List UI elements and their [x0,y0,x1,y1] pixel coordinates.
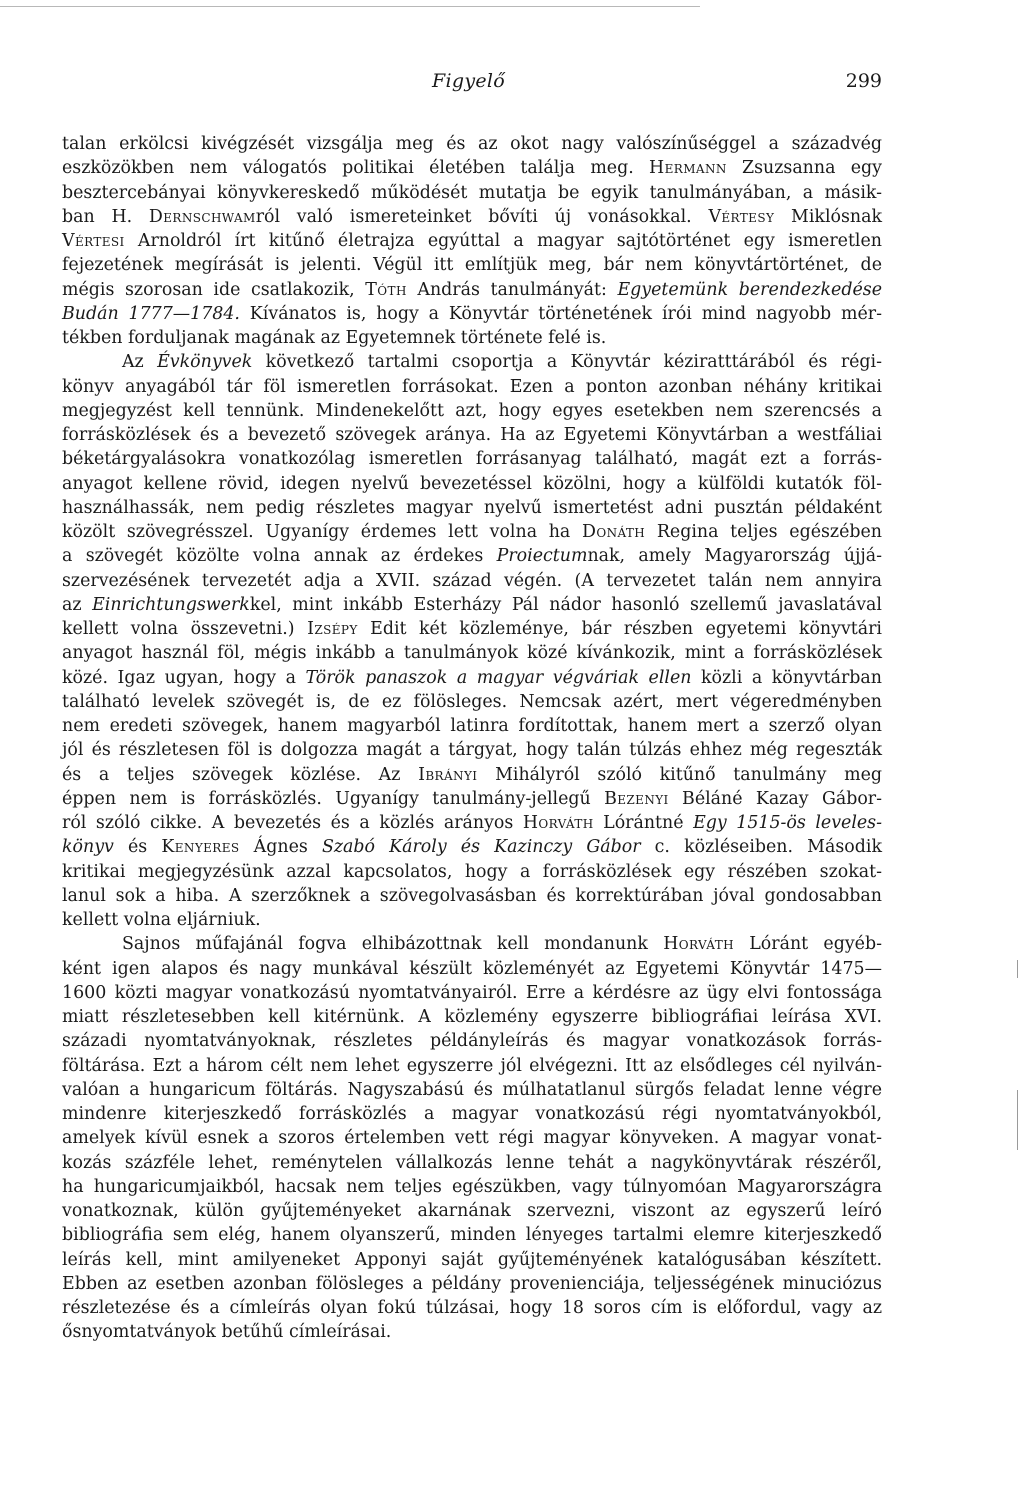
text-line [62,520,882,544]
scan-edge-mark [1017,1090,1018,1150]
text-run: lanul sok a hiba. A szerzőknek a szövegolvasásban és korrektúrában jóval gondosabban [62,885,882,906]
text-line [62,957,882,981]
author-name: Donáth [581,522,646,542]
text-run: eszközökben nem válogatós politikai életében találja meg. [62,158,650,179]
italic-title: Szabó Károly és Kazinczy Gábor [321,837,641,858]
text-line [62,1102,882,1126]
text-line [62,666,882,690]
text-line [62,205,882,229]
text-run: föltárása. Ezt a három célt nem lehet egyszerre jól elvégezni. Itt az elsődleges cél nyilván- [62,1055,882,1076]
text-run: béketárgyalásokra vonatkozólag ismeretlen forrásanyag található, magát ezt a forrás- [62,449,882,470]
text-line [62,229,882,253]
italic-title: Proiectum [496,546,588,567]
text-line [62,350,882,374]
text-run: kel, mint inkább Esterházy Pál nádor hasonló szellemű javaslatával [249,594,882,615]
text-run: századi nyomtatványoknak, részletes példányleírás és magyar vonatkozások forrás- [62,1031,882,1052]
text-run: vonatkoznak, külön gyűjteményeket akarnának szervezni, viszont az egyszerű leíró [62,1201,882,1221]
text-run: következő tartalmi csoportja a Könyvtár kéziratttárából és régi- [252,352,882,373]
text-run: forrásközlések és a bevezető szövegek aránya. Ha az Egyetemi Könyvtárban a westfáliai [62,425,882,445]
italic-title: Budán 1777—1784. [62,303,240,324]
text-line [62,496,882,520]
text-line [62,884,882,908]
running-head-title: Figyelő [432,70,506,92]
text-line [62,1320,882,1344]
text-run: valóan a hungaricum föltárás. Nagyszabású és múlhatatlanul sürgős feladat lenne végre [62,1079,882,1100]
text-line [62,593,882,617]
text-run: anyagot kellene rövid, idegen nyelvű bevezetéssel közölni, hogy a külföldi kutatók föl- [62,473,882,494]
text-run: Lórántné [593,813,694,833]
text-line [62,981,882,1005]
text-line [62,569,882,593]
text-run: található levelek szövegét is, de ez fölösleges. Nemcsak azért, mert végeredményben [62,691,882,712]
text-run: és [113,837,162,858]
text-run: kozás százféle lehet, reménytelen vállalkozás lenne tehát a nagykönyvtárak részéről, [62,1152,882,1173]
text-run: Az [122,352,158,373]
author-name: Vértesy [708,206,775,227]
author-name: Bezenyi [604,788,669,809]
text-run: az [62,594,93,615]
italic-title: könyv [62,837,114,858]
text-run: nem eredeti szövegek, hanem magyarból latinra fordítottak, hanem mert a szerző olyan [62,716,882,736]
text-run: miatt részletesebben kell kitérnünk. A közlemény egyszerre bibliográfiai leírása XVI. [62,1007,882,1027]
body-text [62,132,882,1345]
text-run: könyv anyagából tár föl ismeretlen forrásokat. Ezen a ponton azonban néhány kritikai [62,376,882,397]
author-name: Hermann [649,158,727,179]
text-run: Arnoldról írt kitűnő életrajza egyúttal a magyar sajtótörténet egy ismeretlen [124,231,882,251]
text-run: Zsuzsanna egy [726,158,882,179]
text-run: közli a könyvtárban [691,667,882,688]
text-line [62,1175,882,1199]
text-line [62,278,882,302]
text-run: Edit két közleménye, bár részben egyetemi könyvtári [357,619,882,639]
text-run: szervezésének tervezetét adja a XVII. század végén. (A tervezetet talán nem annyira [62,570,882,591]
text-run: ról való ismereteinket bővíti új vonásokkal. [255,206,709,227]
text-run: Mihályról szóló kitűnő tanulmány meg [477,764,883,785]
text-run: Sajnos műfajánál fogva elhibázottnak kell mondanunk [122,934,664,955]
text-line [62,181,882,205]
text-line [62,1199,882,1223]
text-line [62,399,882,423]
author-name: Ibrányi [418,764,478,785]
text-run: András tanulmányát: [406,279,618,300]
text-line [62,714,882,738]
text-run: közölt szövegrésszel. Ugyanígy érdemes lett volna ha [62,522,582,542]
text-line [62,763,882,787]
text-line [62,375,882,399]
text-run: ha hungaricumjaikból, hacsak nem teljes egészükben, vagy túlnyomóan Magyarországra [62,1176,882,1197]
text-line [62,932,882,956]
text-line [62,253,882,277]
text-line [62,787,882,811]
text-run: kellett volna eljárniuk. [62,910,261,930]
text-run: ként igen alapos és nagy munkával készült közleményét az Egyetemi Könyvtár 1475— [62,958,882,979]
italic-title: Egy 1515-ös leveles- [693,813,882,833]
text-line [62,1223,882,1247]
italic-title: Török panaszok a magyar végváriak ellen [305,667,692,688]
text-line [62,1151,882,1175]
top-rule [0,6,700,7]
text-line [62,641,882,665]
italic-title: Egyetemünk berendezkedése [617,279,882,300]
author-name: Kenyeres [161,837,240,858]
text-run: közé. Igaz ugyan, hogy a [62,667,306,688]
text-line [62,472,882,496]
text-run: ról szóló cikke. A bevezetés és a közlés arányos [62,813,523,833]
text-run: talan erkölcsi kivégzését vizsgálja meg és az okot nagy valószínűséggel a századvég [62,134,882,154]
text-run: tékben forduljanak magának az Egyetemnek története felé is. [62,328,607,348]
text-line [62,447,882,471]
author-name: Vértesi [62,231,125,251]
running-head [62,70,882,100]
text-run: ősnyomtatványok betűhű címleírásai. [62,1322,392,1343]
text-line [62,156,882,180]
text-run: bibliográfia sem elég, hanem olyanszerű, minden lényeges tartalmi elemre kiterjeszkedő [62,1225,882,1246]
text-run: Regina teljes egészében [645,522,882,542]
text-run: Ebben az esetben azonban fölösleges a példány provenienciája, teljességének minuciózus [62,1273,882,1294]
text-run: részletezése és a címleírás olyan fokú túlzásai, hogy 18 soros cím is előfordul, vagy az [62,1298,882,1318]
text-line [62,302,882,326]
text-run: anyagot használ föl, mégis inkább a tanulmányok közé kívánkozik, mint a forrásközlések [62,643,882,664]
text-run: Miklósnak [774,206,883,227]
text-run: éppen nem is forrásközlés. Ugyanígy tanulmány-jellegű [62,788,605,809]
text-run: kritikai megjegyzésünk azzal kapcsolatos, hogy a forrásközlések egy részében szokat- [62,861,882,882]
text-run: leírás kell, mint amilyeneket Apponyi saját gyűjteményének katalógusában készített. [62,1249,882,1270]
text-line [62,835,882,859]
text-run: használhassák, nem pedig részletes magyar nyelvű ismertetést adni pusztán példaként [62,497,882,518]
text-line [62,1078,882,1102]
text-line [62,738,882,762]
text-run: nak, amely Magyarország újjá- [587,546,883,567]
text-run: Kívánatos is, hogy a Könyvtár történetének írói mind nagyobb mér- [239,303,882,324]
author-name: Horváth [663,934,734,955]
text-line [62,132,882,156]
text-line [62,326,882,350]
text-run: és a teljes szövegek közlése. Az [62,764,419,785]
text-run: Lóránt egyéb- [733,934,882,955]
text-line [62,1248,882,1272]
text-line [62,811,882,835]
text-run: c. közléseiben. Második [640,837,882,858]
text-line [62,617,882,641]
text-run: megjegyzést kell tennünk. Mindenekelőtt azt, hogy egyes esetekben nem szerencsés a [62,400,882,421]
text-run: fejezetének megírását is jelenti. Végül itt említjük meg, bár nem könyvtártörténet, de [62,255,882,276]
text-line [62,908,882,932]
text-line [62,1296,882,1320]
italic-title: Évkönyvek [157,352,253,373]
author-name: Tóth [365,279,407,300]
text-run: mégis szorosan ide csatlakozik, [62,279,366,300]
text-line [62,1054,882,1078]
text-line [62,1272,882,1296]
text-line [62,423,882,447]
text-run: kellett volna összevetni.) [62,619,308,639]
author-name: Izsépy [307,619,358,639]
text-line [62,1005,882,1029]
page-number: 299 [845,70,882,92]
text-run: Béláné Kazay Gábor- [668,788,882,809]
text-line [62,860,882,884]
text-run: jól és részletesen föl is dolgozza magát a tárgyat, hogy talán túlzás ehhez még regeszták [62,740,882,761]
text-run: mindenre kiterjeszkedő forrásközlés a magyar vonatkozású régi nyomtatványokból, [62,1104,882,1124]
scan-edge-mark [1017,960,1018,978]
author-name: Dernschwam [148,206,256,227]
text-line [62,690,882,714]
text-run: besztercebányai könyvkereskedő működését mutatja be egyik tanulmányában, a másik- [62,182,882,203]
text-run: 1600 közti magyar vonatkozású nyomtatványairól. Erre a kérdésre az ügy elvi fontossága [62,982,882,1003]
text-run: Ágnes [239,837,322,858]
text-run: amelyek kívül esnek a szoros értelemben vett régi magyar könyveken. A magyar vonat- [62,1128,882,1149]
text-line [62,544,882,568]
text-run: a szövegét közölte volna annak az érdekes [62,546,497,567]
author-name: Horváth [522,813,594,833]
text-line [62,1029,882,1053]
italic-title: Einrichtungswerk [92,594,250,615]
text-line [62,1126,882,1150]
text-run: ban H. [62,206,149,227]
